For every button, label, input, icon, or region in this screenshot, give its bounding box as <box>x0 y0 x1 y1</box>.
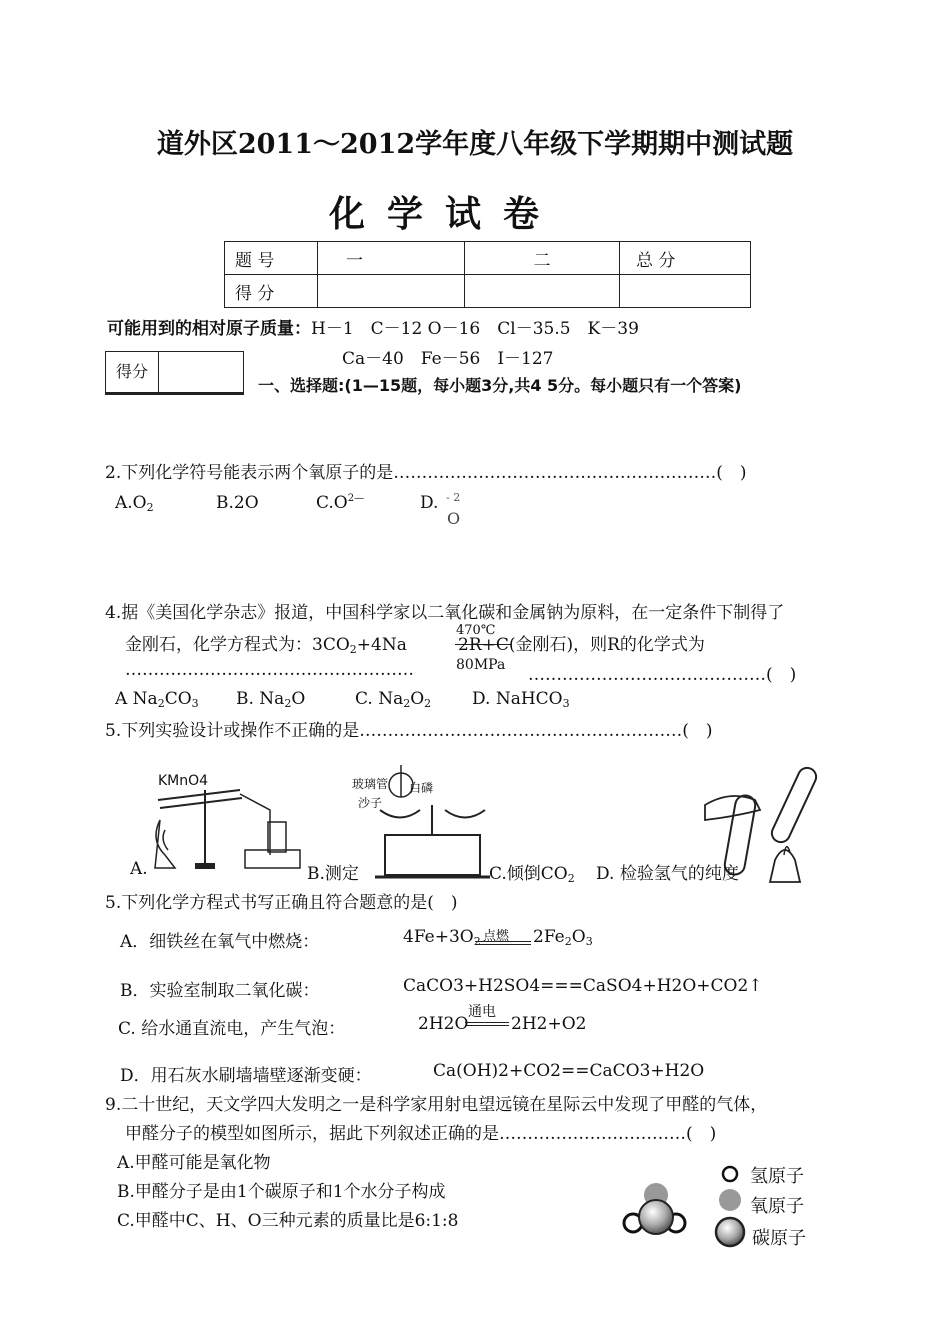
score-table-header-label: 题 号 <box>225 242 318 275</box>
q5a-stem: 5.下列实验设计或操作不正确的是…………………………………………………( ) <box>105 721 713 741</box>
q2-option-d[interactable]: D. <box>420 493 439 513</box>
q4-stem2-post: 2R+C(金刚石)，则R的化学式为 <box>458 635 705 655</box>
q2-option-a[interactable]: $A.O_2$ <box>115 493 154 514</box>
q5b-c-eq-post: 2H2+O2 <box>511 1014 587 1034</box>
atomic-mass-values1: H－1 C－12 O－16 Cl－35.5 K－39 <box>311 319 639 339</box>
q4-stem2: 金刚石，化学方程式为：$3CO_2+4Na$ <box>125 635 407 656</box>
q5b-c-eq: 2H2O <box>418 1014 469 1034</box>
q9-option-c[interactable]: C.甲醛中C、H、O三种元素的质量比是6:1:8 <box>117 1211 459 1231</box>
q5b-a-condition: 点燃 <box>483 929 510 944</box>
q2-option-c[interactable]: $C.O^{2—}$ <box>316 493 365 513</box>
q4-dots2: ……………………………………( ) <box>528 665 797 685</box>
q4-condition-bottom: 80MPa <box>456 657 506 673</box>
q5b-a-arrow <box>475 941 531 945</box>
section-score-label: 得分 <box>106 352 159 392</box>
q4-option-c[interactable]: C. $Na_2O_2$ <box>355 689 432 710</box>
legend-carbon: 碳原子 <box>752 1228 806 1249</box>
exam-title: 道外区2011～2012学年度八年级下学期期中测试题 <box>156 129 794 160</box>
q2-d-symbol: O <box>447 509 461 528</box>
atomic-mass-line1 <box>107 314 639 339</box>
q9-option-a[interactable]: A.甲醛可能是氧化物 <box>117 1153 271 1173</box>
q5b-a-eq: $4Fe+3O_2$ <box>403 927 481 948</box>
q5b-c-label[interactable]: C. 给水通直流电，产生气泡： <box>118 1019 346 1039</box>
q4-option-a[interactable]: A $Na_2CO_3$ <box>115 689 199 710</box>
label-white-phosphorus: 白磷 <box>409 781 434 795</box>
legend-hydrogen: 氢原子 <box>750 1166 804 1187</box>
q4-stem1: 4.据《美国化学杂志》报道，中国科学家以二氧化碳和金属钠为原料，在一定条件下制得了 <box>105 603 785 623</box>
q5b-c-arrow <box>465 1022 509 1026</box>
q2-stem: 2.下列化学符号能表示两个氧原子的是…………………………………………………( ) <box>105 463 747 483</box>
section-score-box <box>105 351 244 395</box>
formaldehyde-molecule-model <box>618 1175 690 1245</box>
q4-condition-top: 470℃ <box>456 623 496 638</box>
score-table <box>224 241 751 308</box>
q4-option-d[interactable]: D. NaHCO$_3$ <box>472 689 570 710</box>
score-table-header-total: 总 分 <box>620 242 751 275</box>
q5b-stem: 5.下列化学方程式书写正确且符合题意的是( ) <box>105 893 458 913</box>
legend-oxygen: 氧原子 <box>750 1196 804 1217</box>
q5a-option-b[interactable]: B.测定 <box>307 864 359 884</box>
label-sand: 沙子 <box>358 796 383 810</box>
q5a-option-a[interactable]: A. <box>130 859 148 879</box>
q5b-b-label[interactable]: B．实验室制取二氧化碳： <box>120 981 320 1001</box>
q5b-d-eq: Ca(OH)2+CO2==CaCO3+H2O <box>433 1061 705 1081</box>
score-cell-total[interactable] <box>620 275 751 308</box>
q9-option-b[interactable]: B.甲醛分子是由1个碳原子和1个水分子构成 <box>117 1182 446 1202</box>
q9-stem2: 甲醛分子的模型如图所示，据此下列叙述正确的是……………………………( ) <box>125 1124 717 1144</box>
score-table-header-part2: 二 <box>465 242 620 275</box>
score-cell-part2[interactable] <box>465 275 620 308</box>
q5b-b-eq: CaCO3+H2SO4===CaSO4+H2O+CO2↑ <box>403 976 763 996</box>
score-table-header-part1: 一 <box>318 242 465 275</box>
q4-option-b[interactable]: B. $Na_2O$ <box>236 689 306 710</box>
q2-d-valence: - 2 <box>446 491 461 504</box>
q5b-c-condition: 通电 <box>468 1004 496 1020</box>
section1-heading: 一、选择题:(1—15题，每小题3分,共4 5分。每小题只有一个答案) <box>258 376 742 395</box>
q2-option-b[interactable]: B.2O <box>216 493 259 513</box>
atomic-mass-values2: Ca－40 Fe－56 I－127 <box>342 349 554 369</box>
q4-dots: …………………………………………… <box>125 660 414 680</box>
label-kmno4: KMnO4 <box>158 773 209 789</box>
q5a-option-d[interactable]: D. 检验氢气的纯度 <box>596 864 739 884</box>
q5b-d-label[interactable]: D．用石灰水刷墙墙壁逐渐变硬： <box>120 1066 372 1086</box>
exam-subtitle: 化学试卷 <box>328 194 561 235</box>
q5a-option-c[interactable]: C.倾倒$CO_2$ <box>489 864 575 885</box>
molecule-legend-icons <box>714 1160 754 1250</box>
label-glass-tube: 玻璃管 <box>352 777 389 791</box>
q5b-a-eq-post: $2Fe_2O_3$ <box>533 927 593 948</box>
q9-stem1: 9.二十世纪，天文学四大发明之一是科学家用射电望远镜在星际云中发现了甲醛的气体， <box>105 1095 768 1115</box>
score-table-row-label: 得 分 <box>225 275 318 308</box>
score-cell-part1[interactable] <box>318 275 465 308</box>
atomic-mass-label: 可能用到的相对原子质量： <box>107 319 311 339</box>
q5b-a-label[interactable]: A．细铁丝在氧气中燃烧： <box>120 932 320 952</box>
